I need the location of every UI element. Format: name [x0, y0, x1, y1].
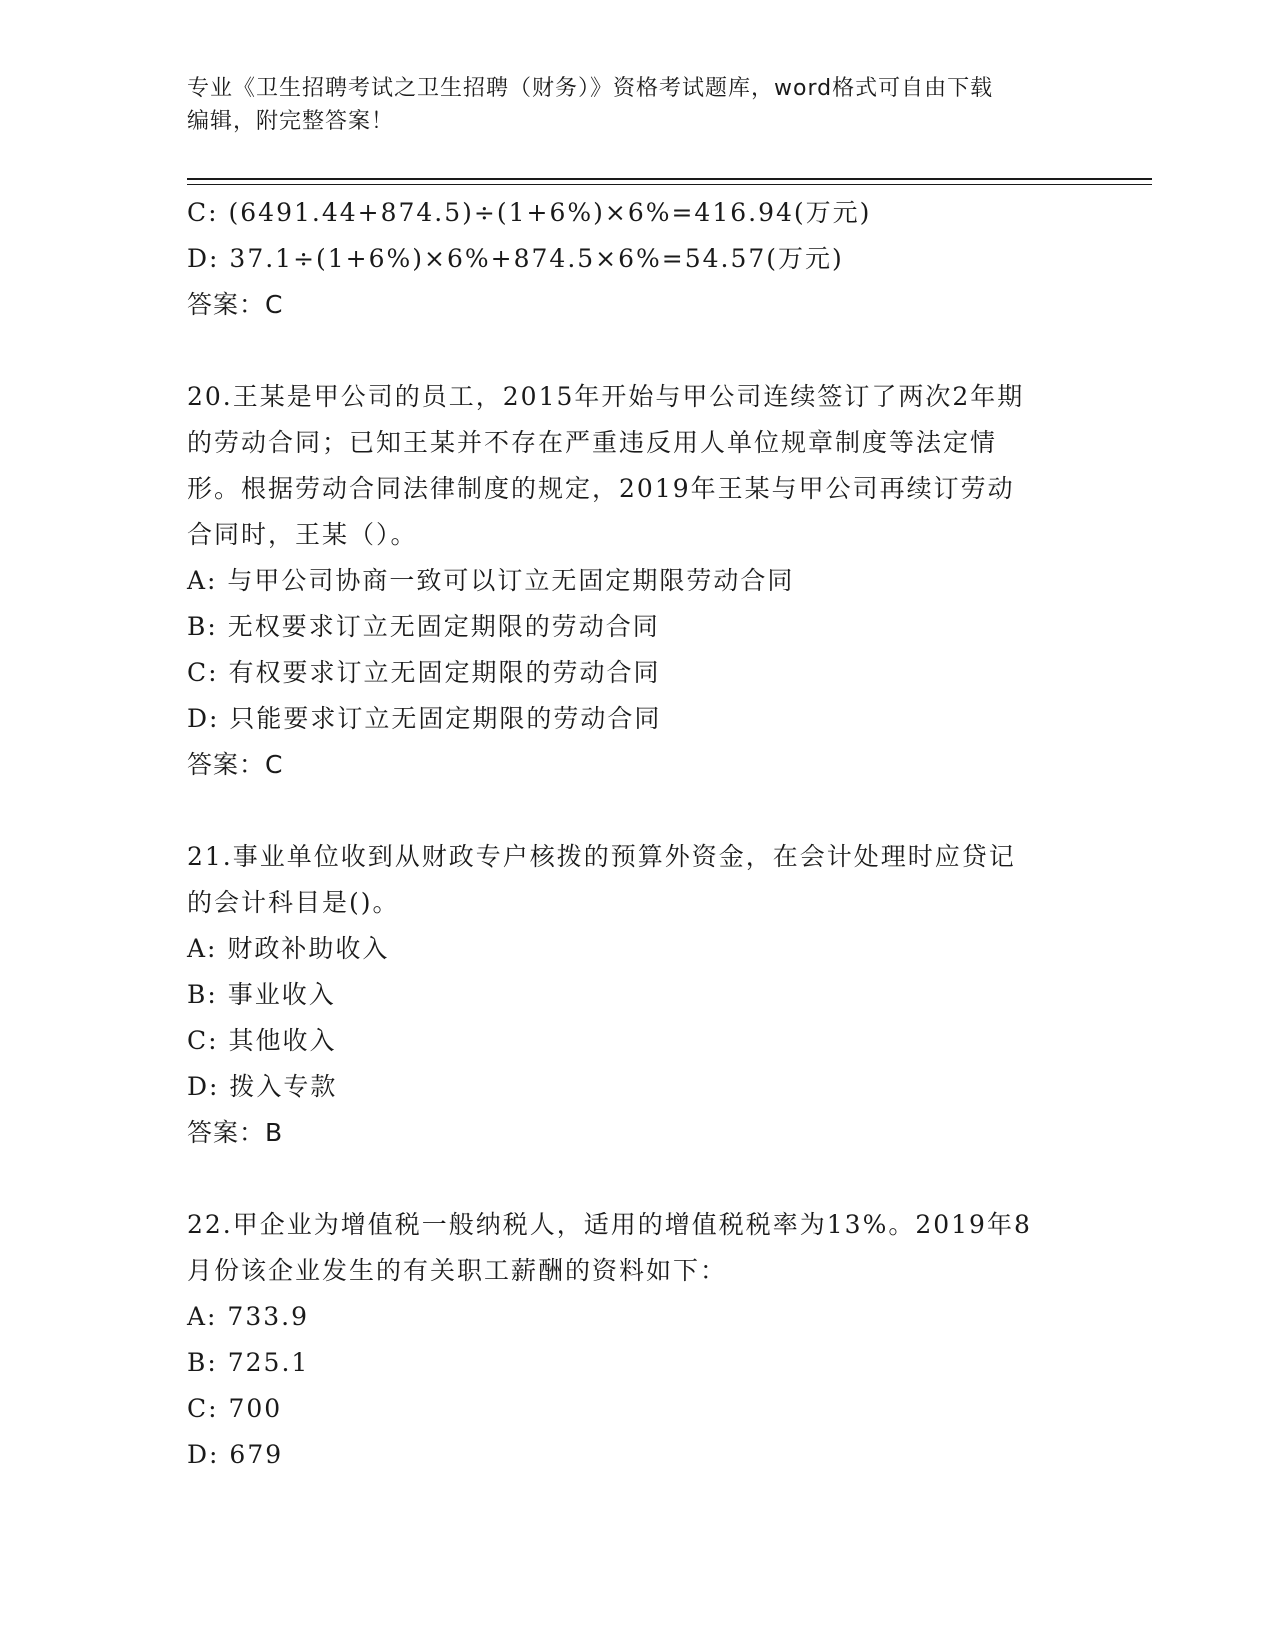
- option-d: D: 只能要求订立无固定期限的劳动合同: [187, 704, 662, 733]
- option-c: C: 700: [187, 1394, 283, 1423]
- option-a: A: 财政补助收入: [187, 934, 390, 963]
- question-text-line: 的会计科目是()。: [187, 888, 400, 917]
- question-spacer: [187, 1156, 1087, 1202]
- question-list: [187, 190, 1087, 1478]
- question-text-line: 形。根据劳动合同法律制度的规定，2019年王某与甲公司再续订劳动: [187, 474, 1015, 503]
- option-d: D: 37.1÷(1+6%)×6%+874.5×6%=54.57(万元): [187, 244, 844, 273]
- question-spacer: [187, 328, 1087, 374]
- question-20: [187, 374, 1087, 788]
- answer-label: 答案：B: [187, 1118, 284, 1147]
- option-d: D: 拨入专款: [187, 1072, 338, 1101]
- option-b: B: 无权要求订立无固定期限的劳动合同: [187, 612, 660, 641]
- question-text-line: 月份该企业发生的有关职工薪酬的资料如下：: [187, 1256, 728, 1285]
- option-c: C: 其他收入: [187, 1026, 337, 1055]
- question-19-tail: [187, 190, 1087, 328]
- header-divider-thin: [187, 184, 1152, 185]
- question-21: [187, 834, 1087, 1156]
- question-spacer: [187, 788, 1087, 834]
- question-text-line: 的劳动合同；已知王某并不存在严重违反用人单位规章制度等法定情: [187, 428, 998, 457]
- option-d: D: 679: [187, 1440, 284, 1469]
- header-line-1: 专业《卫生招聘考试之卫生招聘（财务）》资格考试题库，word格式可自由下载: [187, 76, 994, 101]
- question-22: [187, 1202, 1087, 1478]
- question-text-line: 合同时，王某（）。: [187, 520, 418, 549]
- option-a: A: 与甲公司协商一致可以订立无固定期限劳动合同: [187, 566, 795, 595]
- header-line-2: 编辑，附完整答案！: [187, 109, 395, 134]
- answer-label: 答案：C: [187, 290, 284, 319]
- question-text-line: 22.甲企业为增值税一般纳税人，适用的增值税税率为13%。2019年8: [187, 1210, 1032, 1239]
- option-c: C: 有权要求订立无固定期限的劳动合同: [187, 658, 661, 687]
- question-text-line: 21.事业单位收到从财政专户核拨的预算外资金，在会计处理时应贷记: [187, 842, 1016, 871]
- option-b: B: 725.1: [187, 1348, 310, 1377]
- option-a: A: 733.9: [187, 1302, 309, 1331]
- document-header: [187, 72, 1087, 138]
- option-b: B: 事业收入: [187, 980, 336, 1009]
- answer-label: 答案：C: [187, 750, 284, 779]
- header-divider-thick: [187, 178, 1152, 180]
- option-c: C: (6491.44+874.5)÷(1+6%)×6%=416.94(万元): [187, 198, 872, 227]
- question-text-line: 20.王某是甲公司的员工，2015年开始与甲公司连续签订了两次2年期: [187, 382, 1025, 411]
